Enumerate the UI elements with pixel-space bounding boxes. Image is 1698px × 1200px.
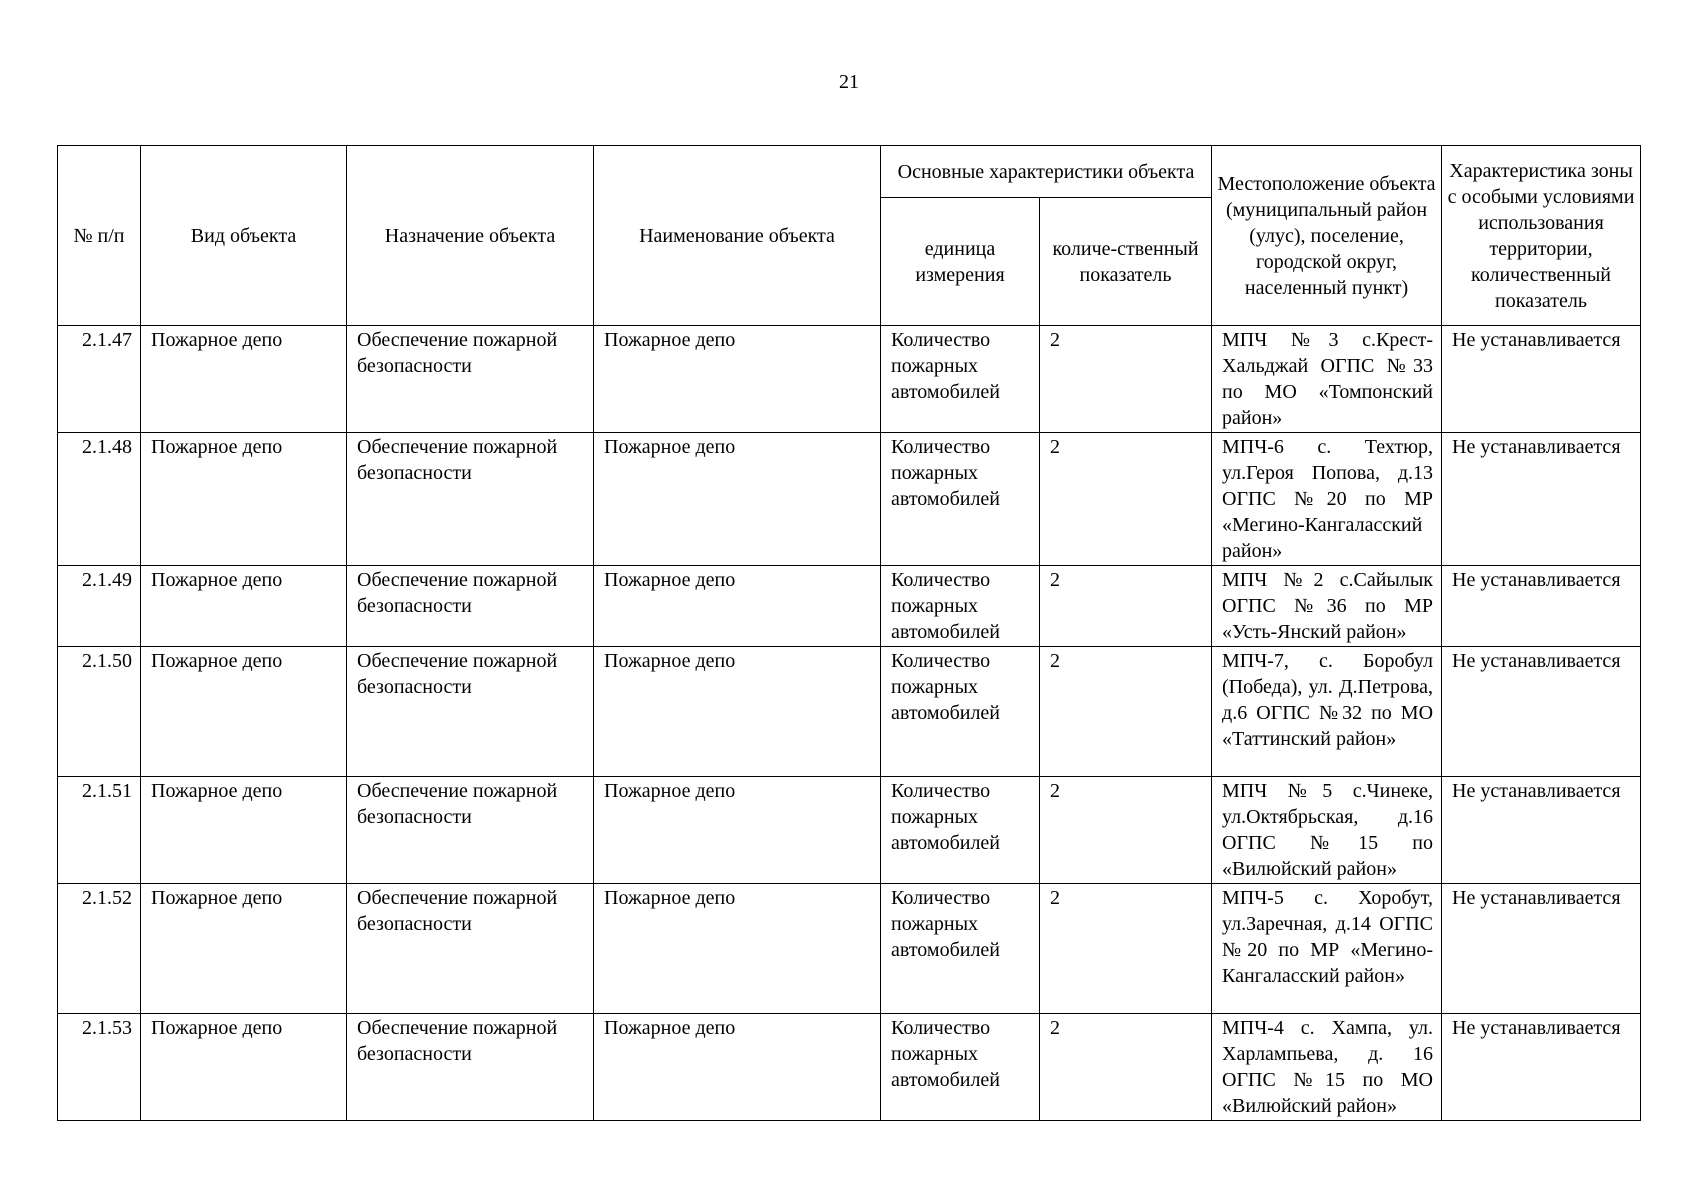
cell-zone: Не устанавливается (1442, 326, 1641, 433)
table-body (58, 326, 1641, 1121)
cell-unit: Количество пожарных автомобилей (881, 1014, 1040, 1121)
cell-purpose: Обеспечение пожарной безопасности (347, 647, 594, 777)
cell-zone: Не устанавливается (1442, 433, 1641, 566)
cell-num: 2.1.52 (58, 884, 141, 1014)
cell-kind: Пожарное депо (141, 777, 347, 884)
cell-location: МПЧ-6 с. Техтюр, ул.Героя Попова, д.13 ОГПС №20 по МР «Мегино-Кангаласский район» (1212, 433, 1442, 566)
header-zone: Характеристика зоны с особыми условиями использования территории, количественный показатель (1442, 146, 1641, 326)
header-name: Наименование объекта (594, 146, 881, 326)
cell-qty: 2 (1040, 326, 1212, 433)
header-unit: единица измерения (881, 198, 1040, 326)
cell-zone: Не устанавливается (1442, 647, 1641, 777)
cell-zone: Не устанавливается (1442, 777, 1641, 884)
table-row (58, 433, 1641, 566)
cell-name: Пожарное депо (594, 1014, 881, 1121)
table-row (58, 566, 1641, 647)
cell-location: МПЧ №3 с.Крест-Хальджай ОГПС №33 по МО «Томпонский район» (1212, 326, 1442, 433)
cell-purpose: Обеспечение пожарной безопасности (347, 326, 594, 433)
header-num: № п/п (58, 146, 141, 326)
cell-unit: Количество пожарных автомобилей (881, 884, 1040, 1014)
cell-purpose: Обеспечение пожарной безопасности (347, 433, 594, 566)
cell-unit: Количество пожарных автомобилей (881, 647, 1040, 777)
header-kind: Вид объекта (141, 146, 347, 326)
cell-name: Пожарное депо (594, 326, 881, 433)
cell-location: МПЧ-5 с. Хоробут, ул.Заречная, д.14 ОГПС №20 по МР «Мегино-Кангаласский район» (1212, 884, 1442, 1014)
cell-kind: Пожарное депо (141, 433, 347, 566)
cell-name: Пожарное депо (594, 647, 881, 777)
objects-table (57, 145, 1641, 1121)
cell-location: МПЧ-7, с. Боробул (Победа), ул. Д.Петрова, д.6 ОГПС №32 по МО «Таттинский район» (1212, 647, 1442, 777)
header-quantity: количе-ственный показатель (1040, 198, 1212, 326)
cell-zone: Не устанавливается (1442, 566, 1641, 647)
cell-purpose: Обеспечение пожарной безопасности (347, 884, 594, 1014)
table-row (58, 884, 1641, 1014)
table-row (58, 647, 1641, 777)
cell-zone: Не устанавливается (1442, 884, 1641, 1014)
cell-kind: Пожарное депо (141, 647, 347, 777)
cell-purpose: Обеспечение пожарной безопасности (347, 777, 594, 884)
cell-name: Пожарное депо (594, 433, 881, 566)
cell-qty: 2 (1040, 777, 1212, 884)
cell-unit: Количество пожарных автомобилей (881, 777, 1040, 884)
cell-name: Пожарное депо (594, 777, 881, 884)
cell-num: 2.1.49 (58, 566, 141, 647)
cell-name: Пожарное депо (594, 884, 881, 1014)
cell-kind: Пожарное депо (141, 884, 347, 1014)
cell-qty: 2 (1040, 566, 1212, 647)
cell-location: МПЧ №5 с.Чинеке, ул.Октябрьская, д.16 ОГПС №15 по «Вилюйский район» (1212, 777, 1442, 884)
table-row (58, 1014, 1641, 1121)
cell-unit: Количество пожарных автомобилей (881, 326, 1040, 433)
cell-location: МПЧ-4 с. Хампа, ул. Харлампьева, д. 16 ОГПС №15 по МО «Вилюйский район» (1212, 1014, 1442, 1121)
cell-zone: Не устанавливается (1442, 1014, 1641, 1121)
cell-name: Пожарное депо (594, 566, 881, 647)
cell-purpose: Обеспечение пожарной безопасности (347, 1014, 594, 1121)
cell-kind: Пожарное депо (141, 566, 347, 647)
cell-unit: Количество пожарных автомобилей (881, 433, 1040, 566)
cell-qty: 2 (1040, 647, 1212, 777)
table-row (58, 777, 1641, 884)
cell-location: МПЧ №2 с.Сайылык ОГПС №36 по МР «Усть-Янский район» (1212, 566, 1442, 647)
cell-qty: 2 (1040, 884, 1212, 1014)
cell-num: 2.1.47 (58, 326, 141, 433)
cell-unit: Количество пожарных автомобилей (881, 566, 1040, 647)
cell-num: 2.1.53 (58, 1014, 141, 1121)
cell-num: 2.1.50 (58, 647, 141, 777)
cell-num: 2.1.51 (58, 777, 141, 884)
table-row (58, 326, 1641, 433)
header-characteristics: Основные характеристики объекта (881, 146, 1212, 198)
cell-qty: 2 (1040, 433, 1212, 566)
page-number: 21 (839, 71, 859, 93)
cell-kind: Пожарное депо (141, 1014, 347, 1121)
cell-purpose: Обеспечение пожарной безопасности (347, 566, 594, 647)
table-header (58, 146, 1641, 326)
cell-kind: Пожарное депо (141, 326, 347, 433)
header-purpose: Назначение объекта (347, 146, 594, 326)
cell-qty: 2 (1040, 1014, 1212, 1121)
cell-num: 2.1.48 (58, 433, 141, 566)
header-location: Местоположение объекта (муниципальный район (улус), поселение, городской округ, населенный пункт) (1212, 146, 1442, 326)
